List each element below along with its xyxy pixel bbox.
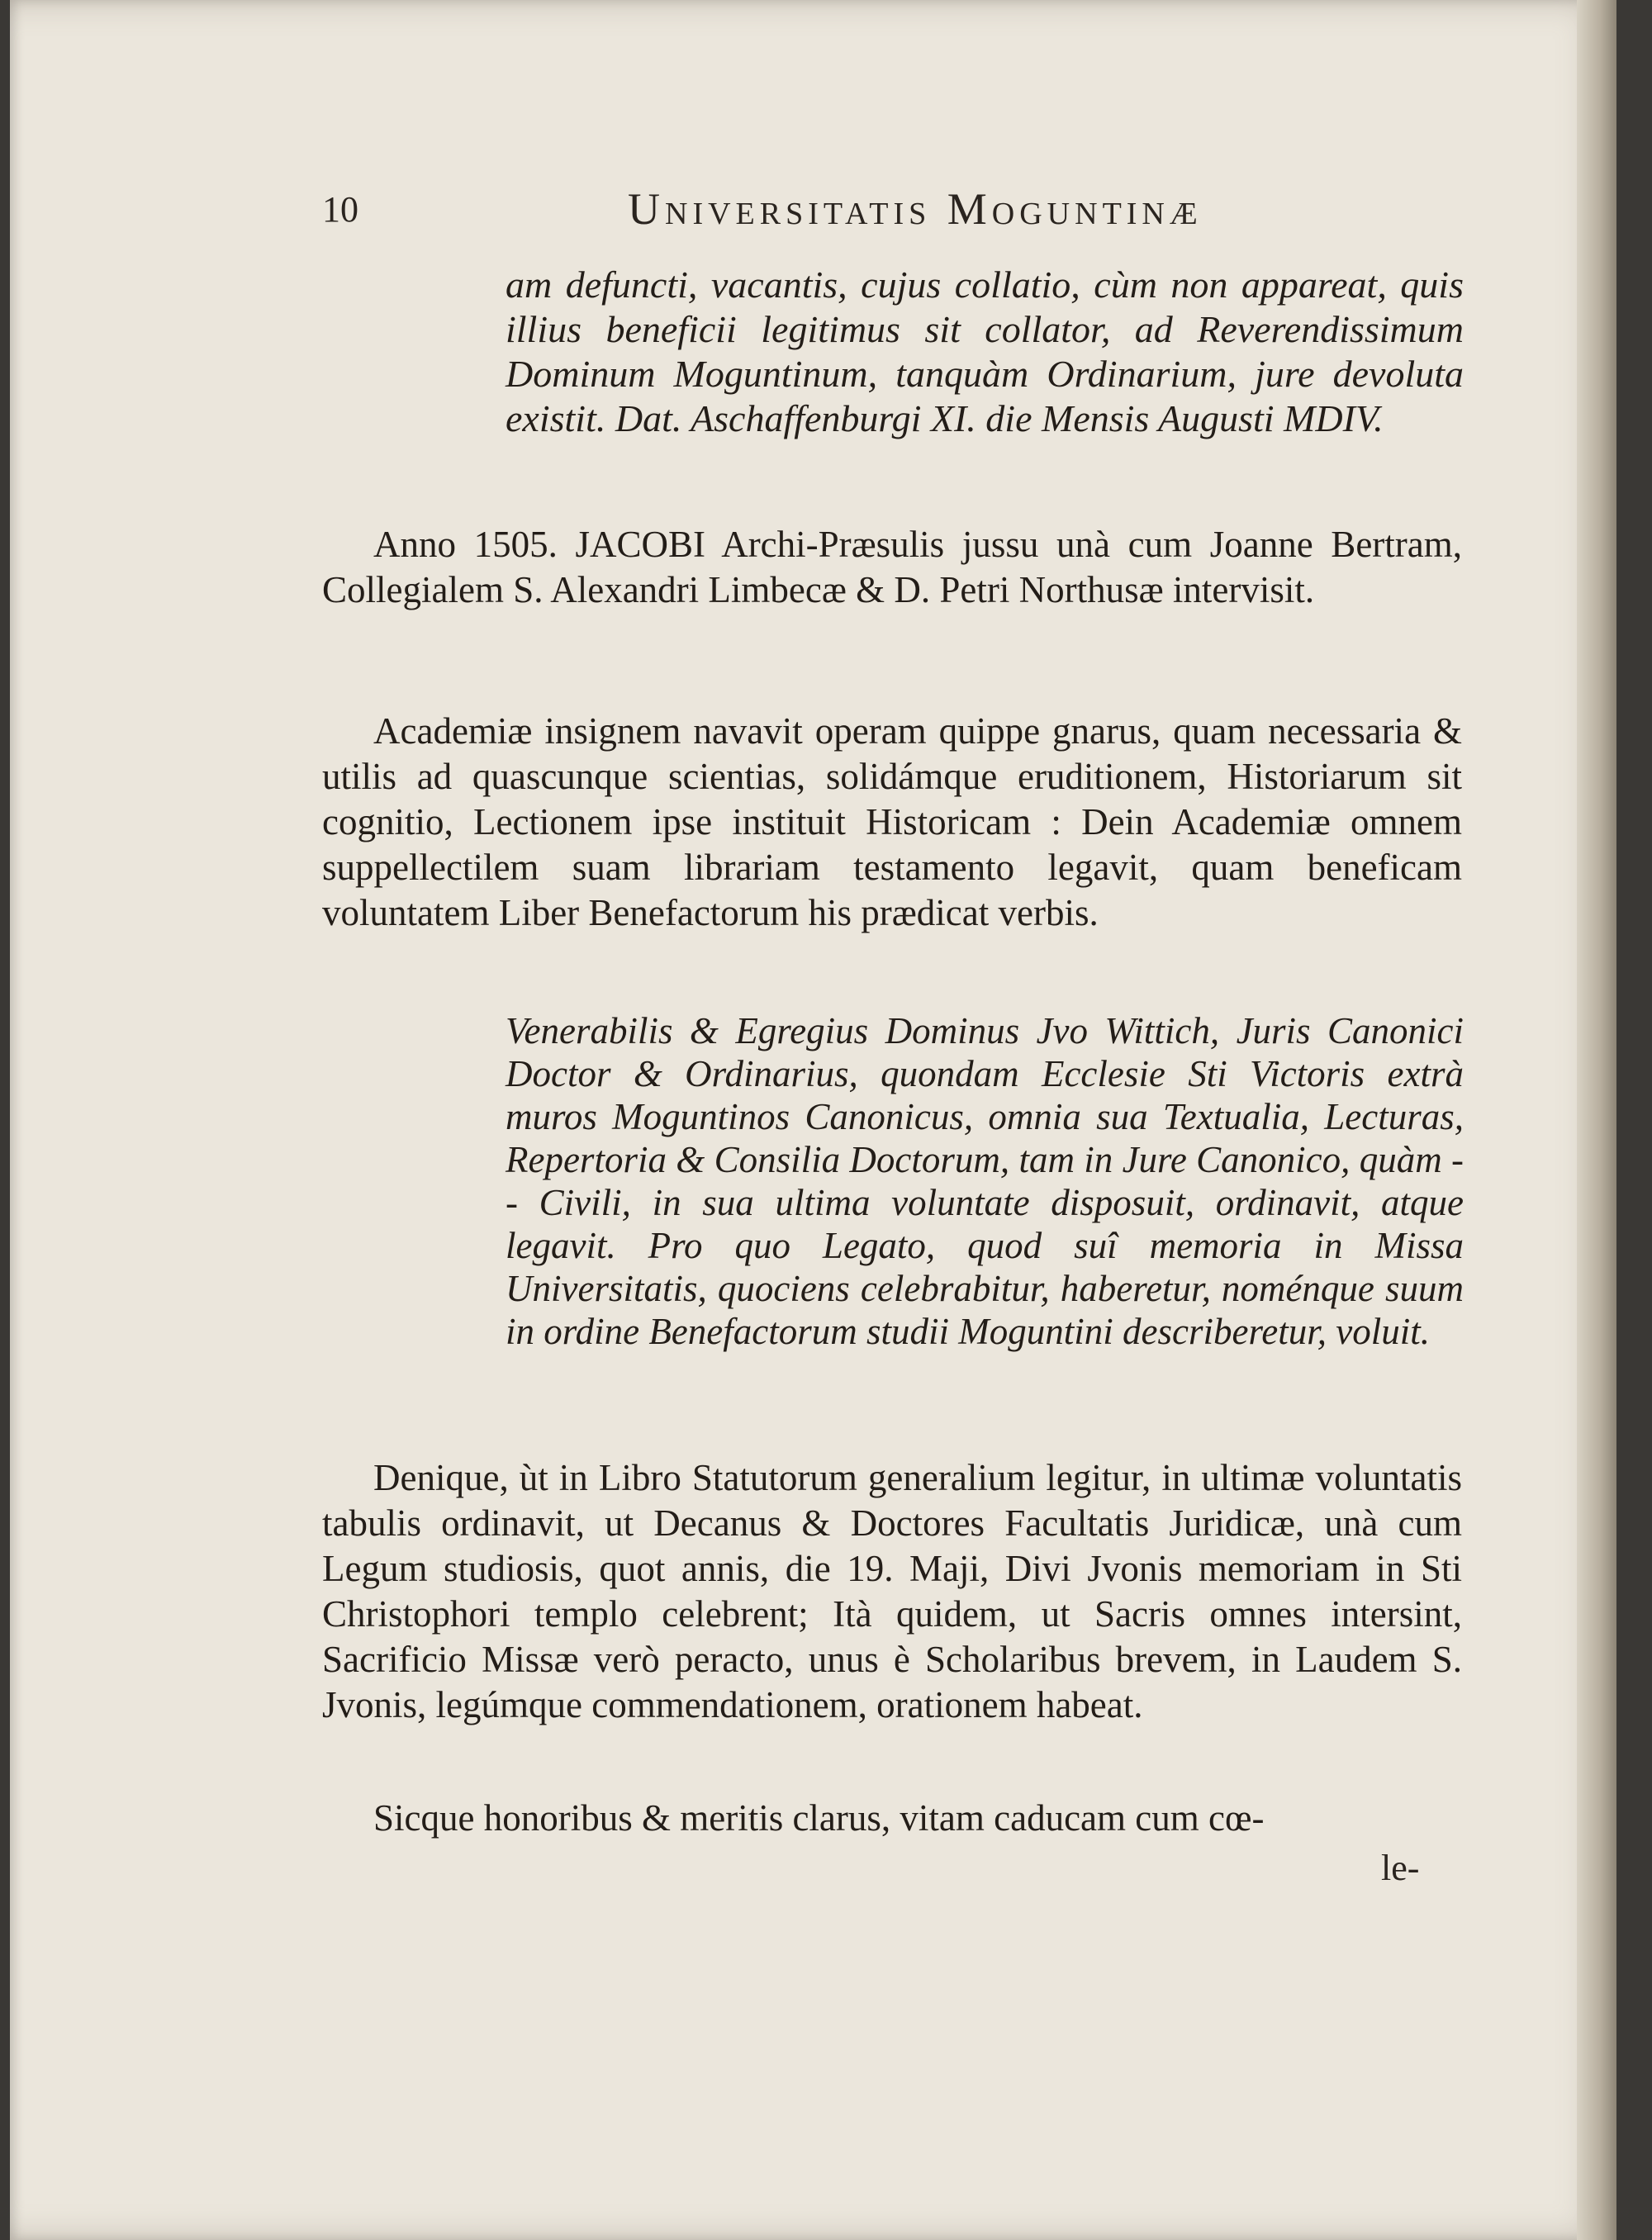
paragraph-anno-1505: Anno 1505. JACOBI Archi-Præsulis jussu unà cum Joanne Bertram, Collegialem S. Alexandri Limbecæ & D. Petri Northusæ intervisit. [322, 524, 1462, 610]
book-page [10, 0, 1616, 2240]
running-title: Universitatis Moguntinæ [628, 184, 1203, 234]
page-header [322, 184, 1446, 246]
paragraph-document-quote: am defuncti, vacantis, cujus collatio, cùm non appareat, quis illius beneficii legitimus sit collator, ad Reverendissimum Dominum Moguntinum, tanquàm Ordinarium, jure devoluta existit. Dat. Aschaffenburgi XI. die Mensis Augusti MDIV. [506, 263, 1464, 439]
catchword: le- [1381, 1848, 1420, 1888]
paragraph-sicque: Sicque honoribus & meritis clarus, vitam caducam cum cœ- [373, 1797, 1265, 1839]
paragraph-liber-benefactorum-quote: Venerabilis & Egregius Dominus Jvo Wittich, Juris Canonici Doctor & Ordinarius, quondam Ecclesie Sti Victoris extrà muros Moguntinos Canonicus, omnia sua Textualia, Lecturas, Repertoria & Consilia Doctorum, tam in Jure Canonico, quàm -- Civili, in sua ultima voluntate disposuit, ordinavit, atque legavit. Pro quo Legato, quod suî memoria in Missa Universitatis, quociens celebrabitur, haberetur, noménque suum in ordine Benefactorum studii Moguntini describeretur, voluit. [506, 1010, 1464, 1352]
page-gutter [1577, 0, 1616, 2240]
paragraph-academiae: Academiæ insignem navavit operam quippe gnarus, quam necessaria & utilis ad quascunque scientias, solidámque eruditionem, Historiarum sit cognitio, Lectionem ipse instituit Historicam : Dein Academiæ omnem suppellectilem suam librariam testamento legavit, quam beneficam voluntatem Liber Benefactorum his prædicat verbis. [322, 710, 1462, 933]
paragraph-denique: Denique, ùt in Libro Statutorum generalium legitur, in ultimæ voluntatis tabulis ordinavit, ut Decanus & Doctores Facultatis Juridicæ, unà cum Legum studiosis, quot annis, die 19. Maji, Divi Jvonis memoriam in Sti Christophori templo celebrent; Ità quidem, ut Sacris omnes intersint, Sacrificio Missæ verò peracto, unus è Scholaribus brevem, in Laudem S. Jvonis, legúmque commendationem, orationem habeat. [322, 1457, 1462, 1725]
page-number: 10 [322, 189, 358, 230]
